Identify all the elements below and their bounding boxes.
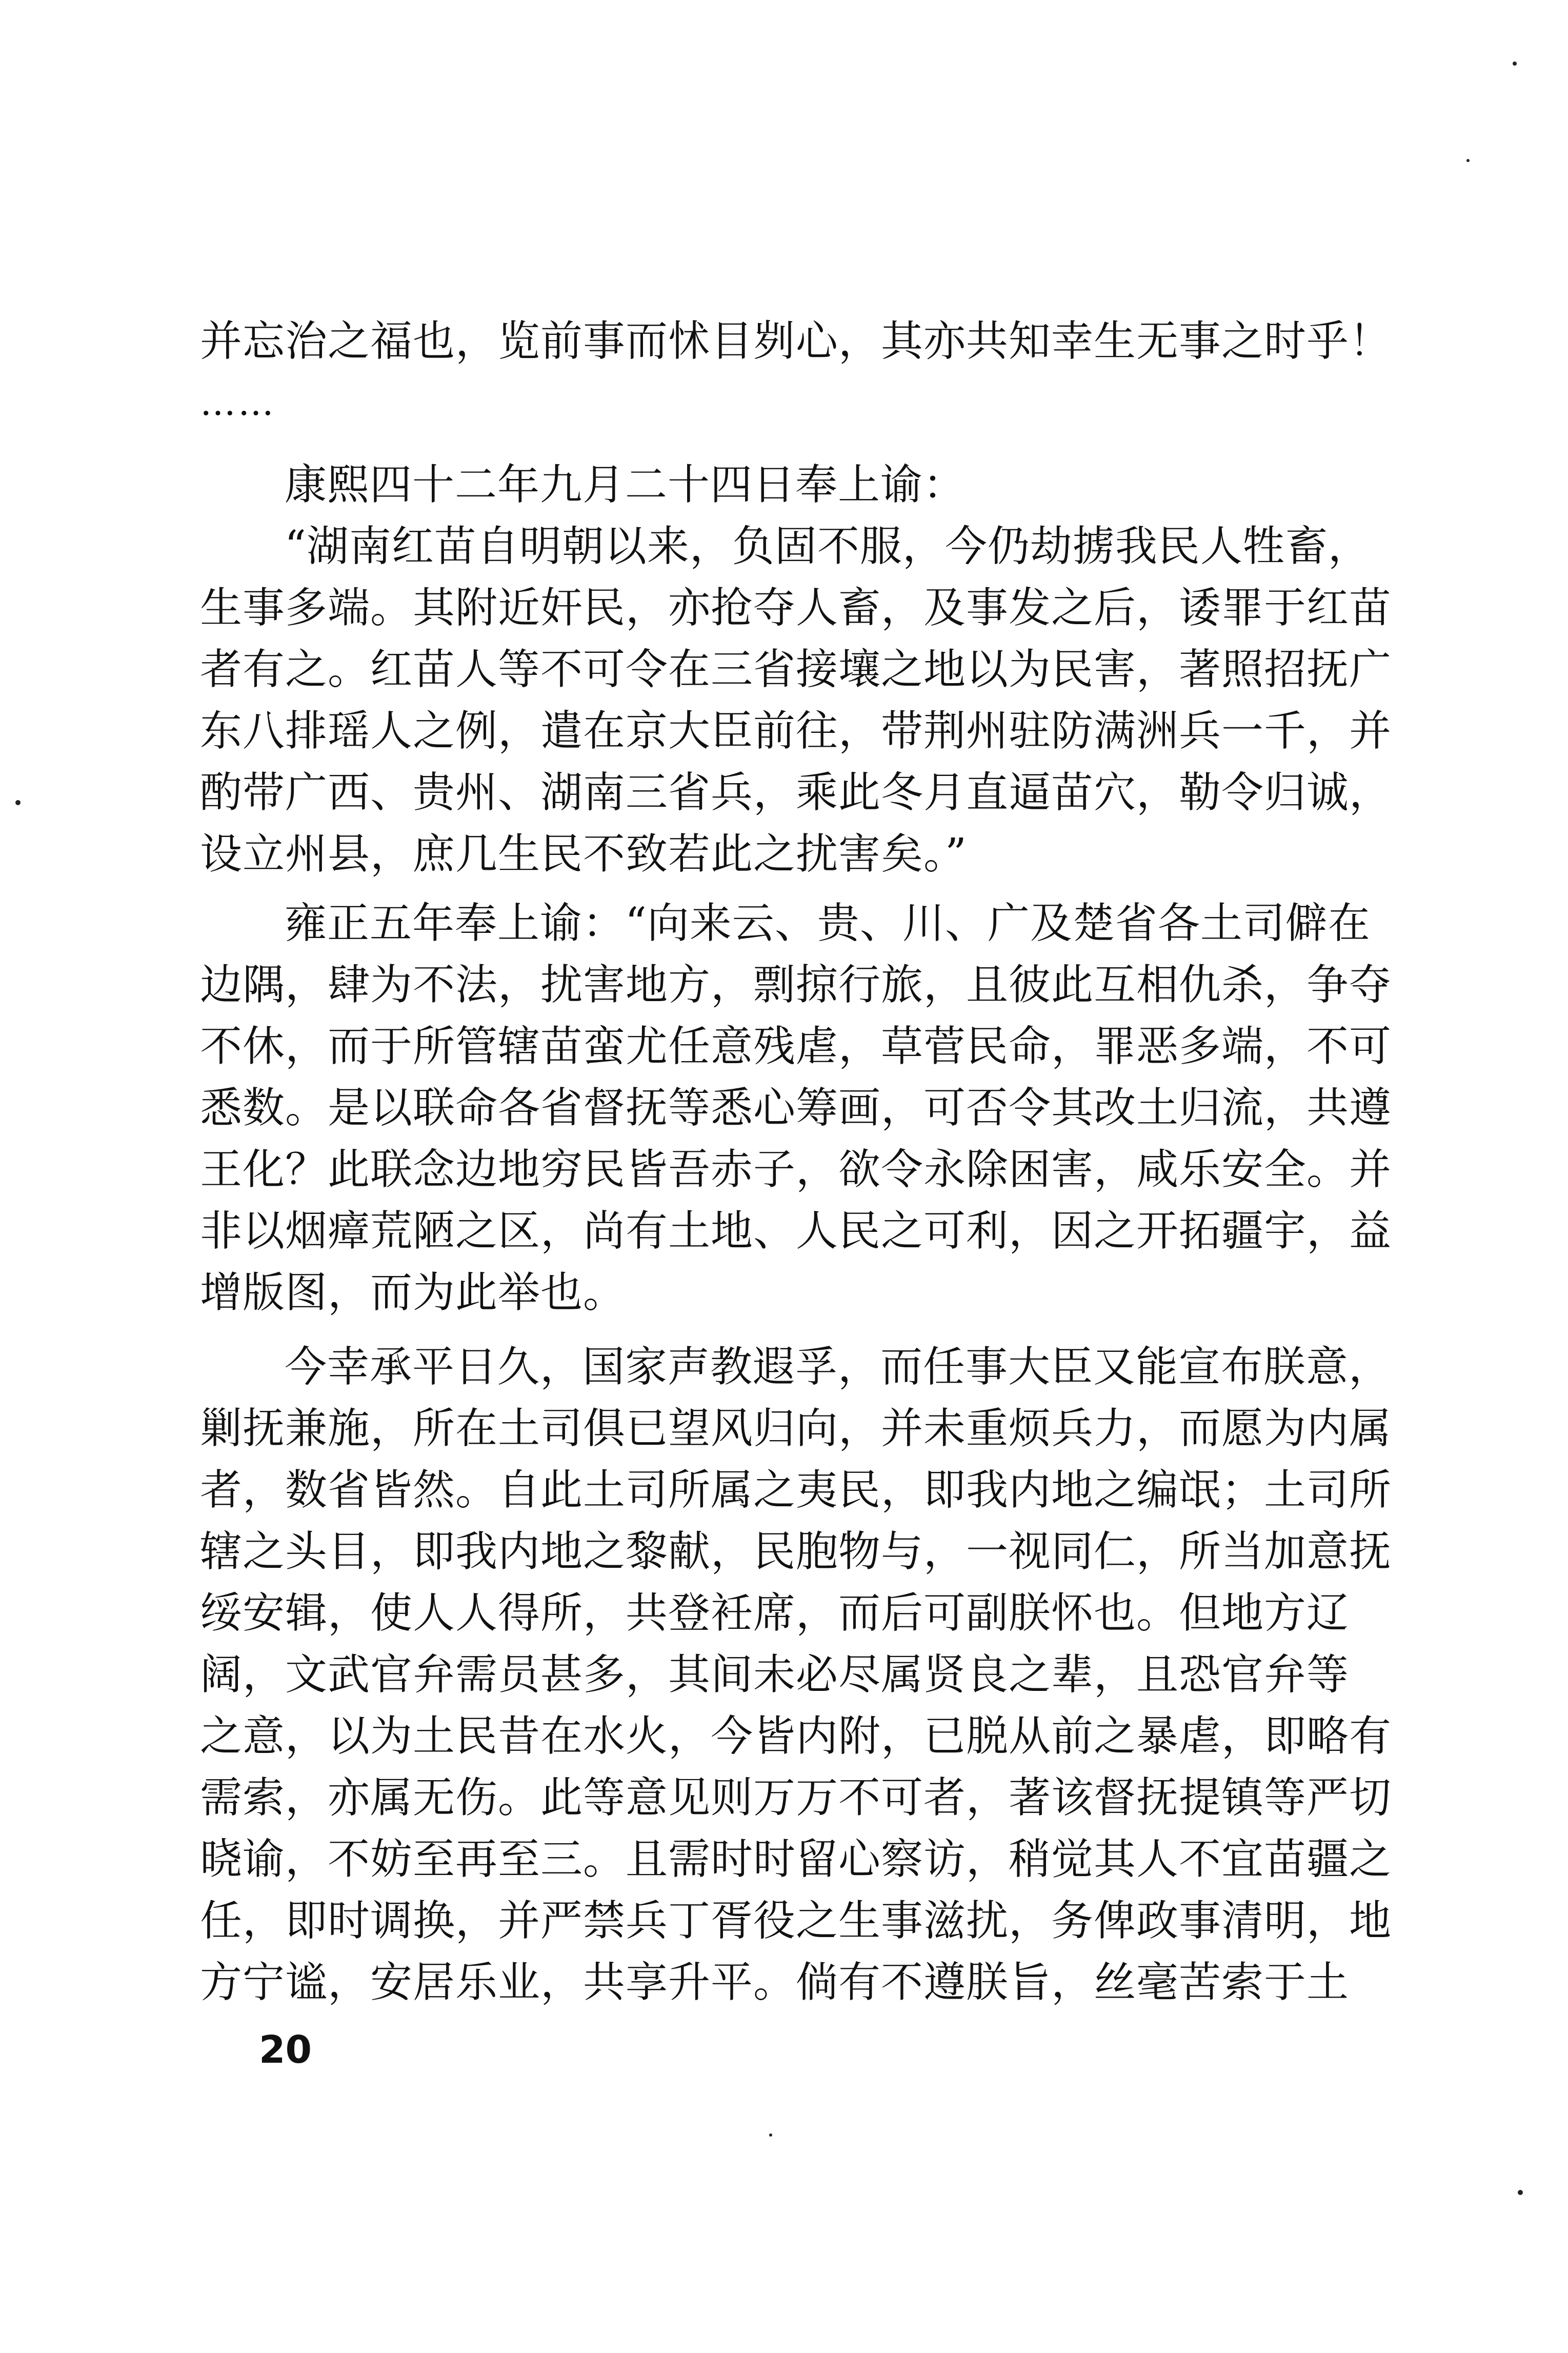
text-line-13: 王化？此联念边地穷民皆吾赤子，欲令永除困害，咸乐安全。并 bbox=[200, 1145, 1392, 1194]
text-line-17: 剿抚兼施，所在土司俱已望风归向，并未重烦兵力，而愿为内属 bbox=[200, 1404, 1392, 1453]
text-line-20: 绥安辑，使人人得所，共登衽席，而后可副朕怀也。但地方辽 bbox=[200, 1589, 1350, 1638]
text-line-25: 任，即时调换，并严禁兵丁胥役之生事滋扰，务俾政事清明，地 bbox=[200, 1897, 1392, 1945]
text-line-11: 不休，而于所管辖苗蛮尤任意残虐，草菅民命，罪恶多端，不可 bbox=[200, 1022, 1392, 1071]
scan-speck bbox=[15, 800, 21, 805]
scan-speck bbox=[1518, 2190, 1523, 2195]
text-line-3: “湖南红苗自明朝以来，负固不服，今仍劫掳我民人牲畜， bbox=[285, 522, 1371, 571]
text-line-5: 者有之。红苗人等不可令在三省接壤之地以为民害，著照招抚广 bbox=[200, 645, 1392, 694]
text-line-22: 之意，以为土民昔在水火，今皆内附，已脱从前之暴虐，即略有 bbox=[200, 1712, 1392, 1761]
scan-speck bbox=[1513, 62, 1517, 66]
text-line-6: 东八排瑶人之例，遣在京大臣前往，带荆州驻防满洲兵一千，并 bbox=[200, 707, 1392, 755]
text-line-23: 需索，亦属无伤。此等意见则万万不可者，著该督抚提镇等严切 bbox=[200, 1773, 1392, 1822]
text-line-14: 非以烟瘴荒陋之区，尚有土地、人民之可利，因之开拓疆宇，益 bbox=[200, 1207, 1392, 1255]
text-line-15: 增版图，而为此举也。 bbox=[200, 1268, 626, 1317]
text-line-10: 边隅，肆为不法，扰害地方，剽掠行旅，且彼此互相仇杀，争夺 bbox=[200, 961, 1392, 1009]
text-line-21: 阔，文武官弁需员甚多，其间未必尽属贤良之辈，且恐官弁等 bbox=[200, 1650, 1350, 1699]
text-line-4: 生事多端。其附近奸民，亦抢夺人畜，及事发之后，诿罪于红苗 bbox=[200, 584, 1392, 632]
text-line-19: 辖之头目，即我内地之黎献，民胞物与，一视同仁，所当加意抚 bbox=[200, 1527, 1392, 1576]
text-line-1: 并忘治之福也，览前事而怵目刿心，其亦共知幸生无事之时乎！ bbox=[200, 317, 1392, 366]
text-line-16: 今幸承平日久，国家声教遐孚，而任事大臣又能宣布朕意， bbox=[285, 1343, 1392, 1391]
text-line-9: 雍正五年奉上谕：“向来云、贵、川、广及楚省各土司僻在 bbox=[285, 899, 1371, 948]
scan-speck bbox=[1466, 159, 1470, 162]
scan-speck bbox=[769, 2133, 772, 2137]
text-line-12: 悉数。是以联命各省督抚等悉心筹画，可否令其改土归流，共遵 bbox=[200, 1084, 1392, 1132]
text-line-2: 康熙四十二年九月二十四日奉上谕： bbox=[285, 461, 966, 509]
text-line-8: 设立州县，庶几生民不致若此之扰害矣。” bbox=[200, 830, 967, 879]
text-line-24: 晓谕，不妨至再至三。且需时时留心察访，稍觉其人不宜苗疆之 bbox=[200, 1835, 1392, 1884]
text-line-7: 酌带广西、贵州、湖南三省兵，乘此冬月直逼苗穴，勒令归诚， bbox=[200, 768, 1392, 817]
text-line-18: 者，数省皆然。自此土司所属之夷民，即我内地之编氓；土司所 bbox=[200, 1466, 1392, 1514]
text-line-26: 方宁谧，安居乐业，共享升平。倘有不遵朕旨，丝毫苦索于土 bbox=[200, 1958, 1350, 2007]
ellipsis: …… bbox=[200, 382, 276, 424]
page-number: 20 bbox=[259, 2028, 312, 2072]
